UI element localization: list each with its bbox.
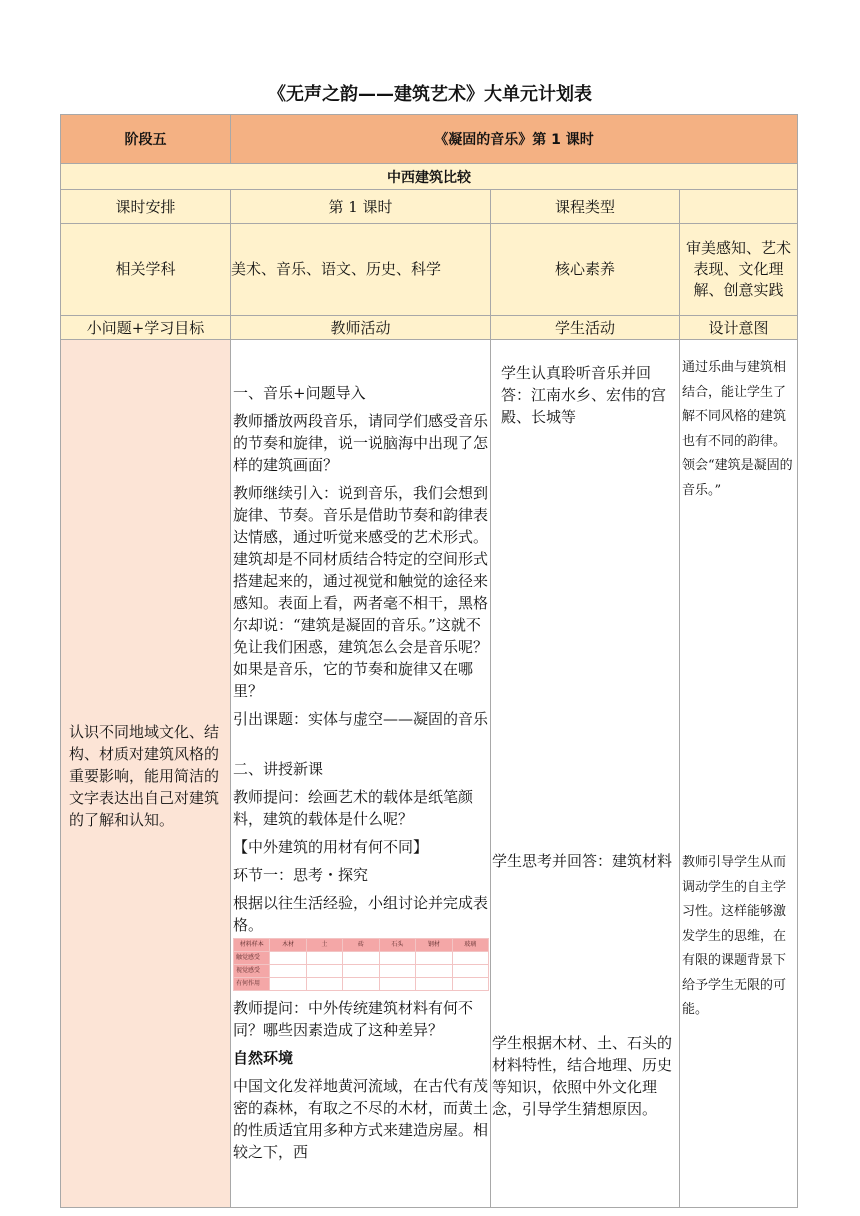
subjects-value: 美术、音乐、语文、历史、科学 [231, 224, 491, 316]
student-activity-2: 学生思考并回答：建筑材料 [492, 852, 673, 870]
material-table-row [234, 978, 489, 991]
column-header-intent: 设计意图 [680, 316, 798, 340]
material-table-row-label: 触觉感受 [234, 952, 270, 965]
core-literacy-label: 核心素养 [491, 224, 680, 316]
column-header-student: 学生活动 [491, 316, 680, 340]
material-table-row-label: 有何作用 [234, 978, 270, 991]
teacher-paragraph: 【中外建筑的用材有何不同】 [233, 838, 429, 856]
header-row [61, 115, 798, 164]
material-table [233, 938, 489, 991]
core-literacy-value: 审美感知、艺术表现、文化理解、创意实践 [680, 224, 798, 316]
course-type-value [680, 190, 798, 224]
teacher-subheading: 自然环境 [233, 1049, 294, 1067]
teacher-paragraph: 教师提问：绘画艺术的载体是纸笔颜料，建筑的载体是什么呢？ [233, 788, 474, 828]
learning-goal-text: 认识不同地域文化、结构、材质对建筑风格的重要影响，能用简洁的文字表达出自己对建筑的了解和认知。 [69, 722, 220, 829]
teacher-paragraph: 中国文化发祥地黄河流域，在古代有茂密的森林，有取之不尽的木材，而黄土的性质适宜用多种方式来建造房屋。相较之下，西 [233, 1077, 489, 1161]
material-table-header-row [234, 939, 489, 952]
subjects-label: 相关学科 [61, 224, 231, 316]
design-intent-2: 教师引导学生从而调动学生的自主学习性。这样能够激发学生的思维，在有限的课题背景下给予学生无限的可能。 [682, 855, 787, 1017]
schedule-label: 课时安排 [61, 190, 231, 224]
design-intent-1: 通过乐曲与建筑相结合，能让学生了解不同风格的建筑也有不同的韵律。领会“建筑是凝固的音乐。” [682, 360, 793, 498]
material-table-row-label: 视觉感受 [234, 965, 270, 978]
column-header-row [61, 316, 798, 340]
schedule-row [61, 190, 798, 224]
teacher-paragraph: 教师继续引入：说到音乐，我们会想到旋律、节奏。音乐是借助节奏和韵律表达情感，通过听觉来感受的艺术形式。建筑却是不同材质结合特定的空间形式搭建起来的，通过视觉和触觉的途径来感知。表面上看，两者毫不相干，黑格尔却说：“建筑是凝固的音乐。”这就不免让我们困惑，建筑怎么会是音乐呢？如果是音乐，它的节奏和旋律又在哪里？ [233, 484, 489, 700]
column-header-goal: 小问题+学习目标 [61, 316, 231, 340]
subjects-row [61, 224, 798, 316]
course-type-label: 课程类型 [491, 190, 680, 224]
material-table-header-cell: 石头 [379, 939, 415, 952]
schedule-value: 第 1 课时 [231, 190, 491, 224]
stage-cell: 阶段五 [61, 115, 231, 164]
teacher-section-2-heading: 二、讲授新课 [233, 760, 324, 778]
column-header-teacher: 教师活动 [231, 316, 491, 340]
lesson-title-cell: 《凝固的音乐》第 1 课时 [231, 115, 798, 164]
teacher-paragraph: 教师播放两段音乐，请同学们感受音乐的节奏和旋律，说一说脑海中出现了怎样的建筑画面？ [233, 412, 489, 474]
material-table-header-cell: 钢材 [416, 939, 452, 952]
plan-table [60, 114, 798, 1208]
material-table-header-cell: 土 [306, 939, 342, 952]
teacher-paragraph: 引出课题：实体与虚空——凝固的音乐 [233, 710, 489, 728]
student-activity-1: 学生认真聆听音乐并回答：江南水乡、宏伟的宫殿、长城等 [501, 364, 667, 426]
subtitle-row [61, 164, 798, 190]
page-title: 《无声之韵——建筑艺术》大单元计划表 [268, 84, 592, 105]
teacher-activity-cell [231, 340, 491, 1208]
teacher-paragraph: 教师提问：中外传统建筑材料有何不同？哪些因素造成了这种差异？ [233, 999, 474, 1039]
teacher-section-1-heading: 一、音乐+问题导入 [233, 384, 366, 402]
material-table-header-cell: 玻璃 [452, 939, 488, 952]
material-table-header-cell: 木材 [270, 939, 306, 952]
material-table-row [234, 965, 489, 978]
material-table-header-cell: 砖 [343, 939, 379, 952]
learning-goal-cell [61, 340, 231, 1208]
teacher-paragraph: 根据以往生活经验，小组讨论并完成表格。 [233, 894, 489, 934]
material-table-header-cell: 材料样本 [234, 939, 270, 952]
student-activity-cell [491, 340, 680, 1208]
teacher-paragraph: 环节一：思考・探究 [233, 866, 369, 884]
subtitle-cell: 中西建筑比较 [61, 164, 798, 190]
student-activity-3: 学生根据木材、土、石头的材料特性，结合地理、历史等知识，依照中外文化理念，引导学生猜想原因。 [492, 1034, 673, 1118]
design-intent-cell [680, 340, 798, 1208]
material-table-row [234, 952, 489, 965]
content-row [61, 340, 798, 1208]
